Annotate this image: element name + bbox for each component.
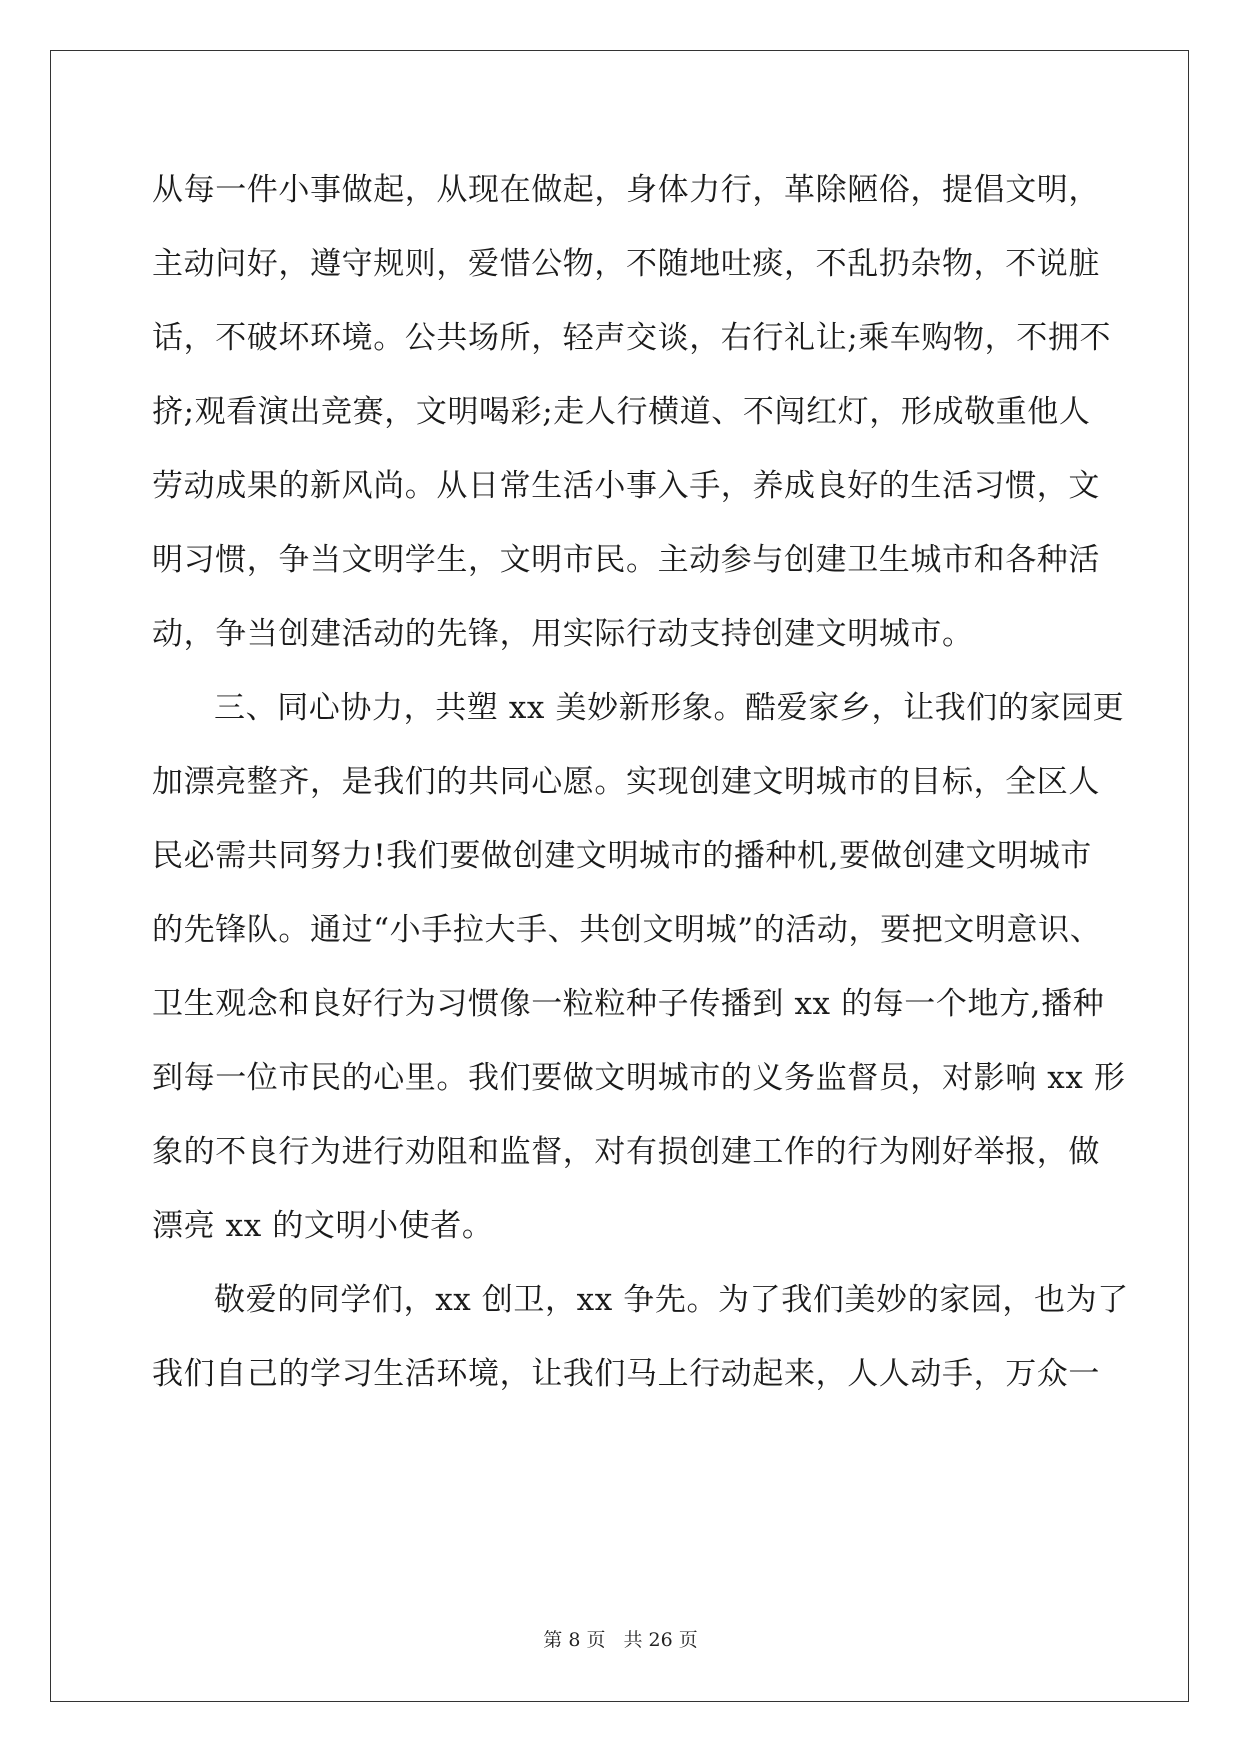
text-line: 劳动成果的新风尚。从日常生活小事入手，养成良好的生活习惯，文 <box>152 468 1100 504</box>
text-line: 主动问好，遵守规则，爱惜公物，不随地吐痰，不乱扔杂物，不说脏 <box>152 246 1100 282</box>
text-line: 的先锋队。通过“小手拉大手、共创文明城”的活动，要把文明意识、 <box>152 912 1102 948</box>
text-line: 挤;观看演出竞赛，文明喝彩;走人行横道、不闯红灯，形成敬重他人 <box>152 394 1091 430</box>
text-line: 加漂亮整齐，是我们的共同心愿。实现创建文明城市的目标，全区人 <box>152 764 1100 800</box>
document-body <box>152 153 1129 1411</box>
text-line: 话，不破坏环境。公共场所，轻声交谈，右行礼让;乘车购物，不拥不 <box>152 320 1112 356</box>
text-line: 动，争当创建活动的先锋，用实际行动支持创建文明城市。 <box>152 616 974 652</box>
page-total: 共 26 页 <box>623 1629 698 1651</box>
text-line: 明习惯，争当文明学生，文明市民。主动参与创建卫生城市和各种活 <box>152 542 1100 578</box>
paragraph-start-line: 三、同心协力，共塑 xx 美妙新形象。酷爱家乡，让我们的家园更 <box>214 690 1125 726</box>
text-line: 从每一件小事做起，从现在做起，身体力行，革除陋俗，提倡文明， <box>152 172 1100 208</box>
text-line: 到每一位市民的心里。我们要做文明城市的义务监督员，对影响 xx 形 <box>152 1060 1126 1096</box>
text-line: 漂亮 xx 的文明小使者。 <box>152 1208 494 1244</box>
text-line: 象的不良行为进行劝阻和监督，对有损创建工作的行为刚好举报，做 <box>152 1134 1100 1170</box>
text-line: 民必需共同努力!我们要做创建文明城市的播种机,要做创建文明城市 <box>152 838 1092 874</box>
text-line: 我们自己的学习生活环境，让我们马上行动起来，人人动手，万众一 <box>152 1356 1100 1392</box>
paragraph-start-line: 敬爱的同学们，xx 创卫，xx 争先。为了我们美妙的家园，也为了 <box>214 1282 1129 1318</box>
page-footer <box>0 1625 1241 1652</box>
page-number: 第 8 页 <box>543 1629 606 1651</box>
text-line: 卫生观念和良好行为习惯像一粒粒种子传播到 xx 的每一个地方,播种 <box>152 986 1105 1022</box>
